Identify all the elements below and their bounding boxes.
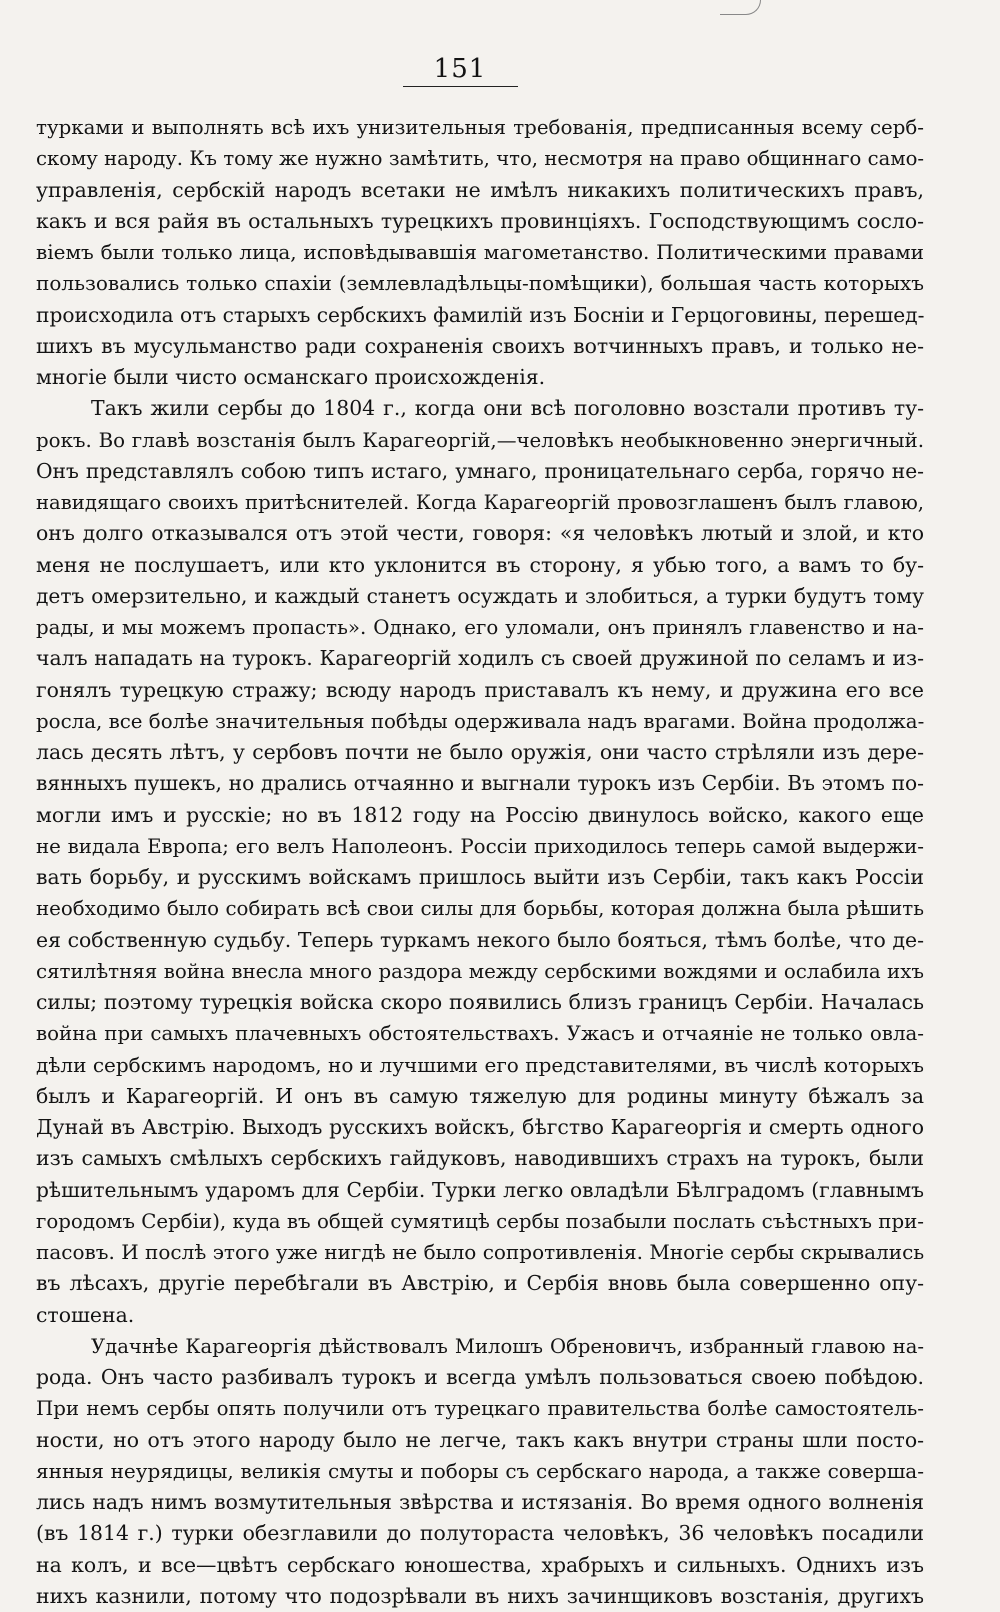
text-line: пасовъ. И послѣ этого уже нигдѣ не было сопротивленія. Многіе сербы скрывались (36, 1240, 924, 1264)
text-line: управленія, сербскій народъ всетаки не имѣлъ никакихъ политическихъ правъ, (36, 177, 924, 202)
text-line: янныя неурядицы, великія смуты и поборы съ сербскаго народа, а также соверша- (36, 1458, 924, 1483)
text-line: ности, но отъ этого народу было не легче, такъ какъ внутри страны шли посто- (36, 1427, 924, 1452)
text-line: сятилѣтняя война внесла много раздора между сербскими вождями и ослабила ихъ (36, 959, 924, 983)
text-line: Дунай въ Австрію. Выходъ русскихъ войскъ, бѣгство Карагеоргія и смерть одного (36, 1115, 924, 1139)
text-line: вать борьбу, и русскимъ войскамъ пришлось выйти изъ Сербіи, такъ какъ Россіи (36, 865, 924, 889)
text-line: ея собственную судьбу. Теперь туркамъ некого было бояться, тѣмъ болѣе, что де- (36, 927, 924, 952)
text-line: турками и выполнять всѣ ихъ унизительныя требованія, предписанныя всему серб- (36, 116, 924, 139)
text-line: рода. Онъ часто разбивалъ турокъ и всегда умѣлъ пользоваться своею побѣдою. (36, 1365, 924, 1389)
text-line: шихъ въ мусульманство ради сохраненія своихъ вотчинныхъ правъ, и только не- (36, 333, 924, 358)
text-line: война при самыхъ плачевныхъ обстоятельствахъ. Ужасъ и отчаяніе не только овла- (36, 1022, 924, 1046)
text-line: При немъ сербы опять получили отъ турецкаго правительства болѣе самостоятель- (36, 1397, 924, 1421)
text-line: рѣшительнымъ ударомъ для Сербіи. Турки легко овладѣли Бѣлградомъ (главнымъ (36, 1177, 924, 1202)
text-line: въ лѣсахъ, другіе перебѣгали въ Австрію, и Сербія вновь была совершенно опу- (36, 1271, 924, 1296)
text-line: необходимо было собирать всѣ свои силы для борьбы, которая должна была рѣшить (36, 897, 924, 921)
page-number: 151 (433, 54, 487, 84)
text-line: віемъ были только лица, исповѣдывавшія магометанство. Политическими правами (36, 240, 924, 264)
text-line: онъ долго отказывался отъ этой чести, говоря: «я человѣкъ лютый и злой, и кто (36, 521, 924, 546)
text-line: на колъ, и все—цвѣтъ сербскаго юношества, храбрыхъ и сильныхъ. Однихъ изъ (36, 1552, 924, 1577)
text-line: могли имъ и русскіе; но въ 1812 году на Россію двинулось войско, какого еще (36, 802, 924, 827)
text-line: силы; поэтому турецкія войска скоро появились близъ границъ Сербіи. Началась (36, 990, 924, 1014)
text-line: дѣли сербскимъ народомъ, но и лучшими его представителями, въ числѣ которыхъ (36, 1052, 924, 1077)
text-line: изъ самыхъ смѣлыхъ сербскихъ гайдуковъ, наводившихъ страхъ на турокъ, были (36, 1146, 924, 1171)
text-line: лись надъ нимъ возмутительныя звѣрства и истязанія. Во время одного волненія (36, 1490, 924, 1514)
text-line: чалъ нападать на турокъ. Карагеоргій ходилъ съ своей дружиной по селамъ и из- (36, 646, 924, 671)
text-line: происходила отъ старыхъ сербскихъ фамилій изъ Босніи и Герцоговины, перешед- (36, 302, 924, 327)
text-line: лась десять лѣтъ, у сербовъ почти не было оружія, они часто стрѣляли изъ дере- (36, 740, 924, 764)
text-line: (въ 1814 г.) турки обезглавили до полутораста человѣкъ, 36 человѣкъ посадили (36, 1521, 924, 1546)
text-line: пользовались только спахіи (землевладѣльцы-помѣщики), большая часть которыхъ (36, 271, 924, 296)
body-text (36, 112, 924, 1612)
page-number-rule (403, 86, 518, 87)
text-line: скому народу. Къ тому же нужно замѣтить, что, несмотря на право общиннаго само- (36, 147, 924, 171)
text-line: былъ и Карагеоргій. И онъ въ самую тяжелую для родины минуту бѣжалъ за (36, 1083, 924, 1108)
text-line: Онъ представлялъ собою типъ истаго, умнаго, проницательнаго серба, горячо не- (36, 458, 924, 483)
text-line: росла, все болѣе значительныя побѣды одерживала надъ врагами. Война продолжа- (36, 709, 924, 733)
text-line: стошена. (36, 1302, 135, 1327)
text-line: какъ и вся райя въ остальныхъ турецкихъ провинціяхъ. Господствующимъ сосло- (36, 208, 924, 233)
text-line: вянныхъ пушекъ, но дрались отчаянно и выгнали турокъ изъ Сербіи. Въ этомъ по- (36, 771, 924, 796)
text-line: Такъ жили сербы до 1804 г., когда они всѣ поголовно возстали противъ ту- (91, 396, 924, 421)
text-line: городомъ Сербіи), куда въ общей сумятицѣ сербы позабыли послать съѣстныхъ при- (36, 1209, 924, 1233)
text-line: рады, и мы можемъ пропасть». Однако, его уломали, онъ принялъ главенство и на- (36, 616, 924, 639)
text-line: не видала Европа; его велъ Наполеонъ. Россіи приходилось теперь самой выдержи- (36, 834, 924, 858)
paper-edge-mark (720, 0, 761, 15)
text-line: многіе были чисто османскаго происхожденія. (36, 365, 546, 389)
text-line: гонялъ турецкую стражу; всюду народъ приставалъ къ нему, и дружина его все (36, 677, 924, 702)
text-line: детъ омерзительно, и каждый станетъ осуждать и злобиться, а турки будутъ тому (36, 583, 924, 608)
text-line: Удачнѣе Карагеоргія дѣйствовалъ Милошъ Обреновичъ, избранный главою на- (91, 1334, 924, 1358)
text-line: нихъ казнили, потому что подозрѣвали въ нихъ зачинщиковъ возстанія, другихъ (36, 1583, 924, 1608)
text-line: рокъ. Во главѣ возстанія былъ Карагеоргій,—человѣкъ необыкновенно энергичный. (36, 428, 924, 452)
text-line: навидящаго своихъ притѣснителей. Когда Карагеоргій провозглашенъ былъ главою, (36, 491, 924, 514)
text-line: меня не послушаетъ, или кто уклонится въ сторону, я убью того, а вамъ то бу- (36, 552, 924, 577)
